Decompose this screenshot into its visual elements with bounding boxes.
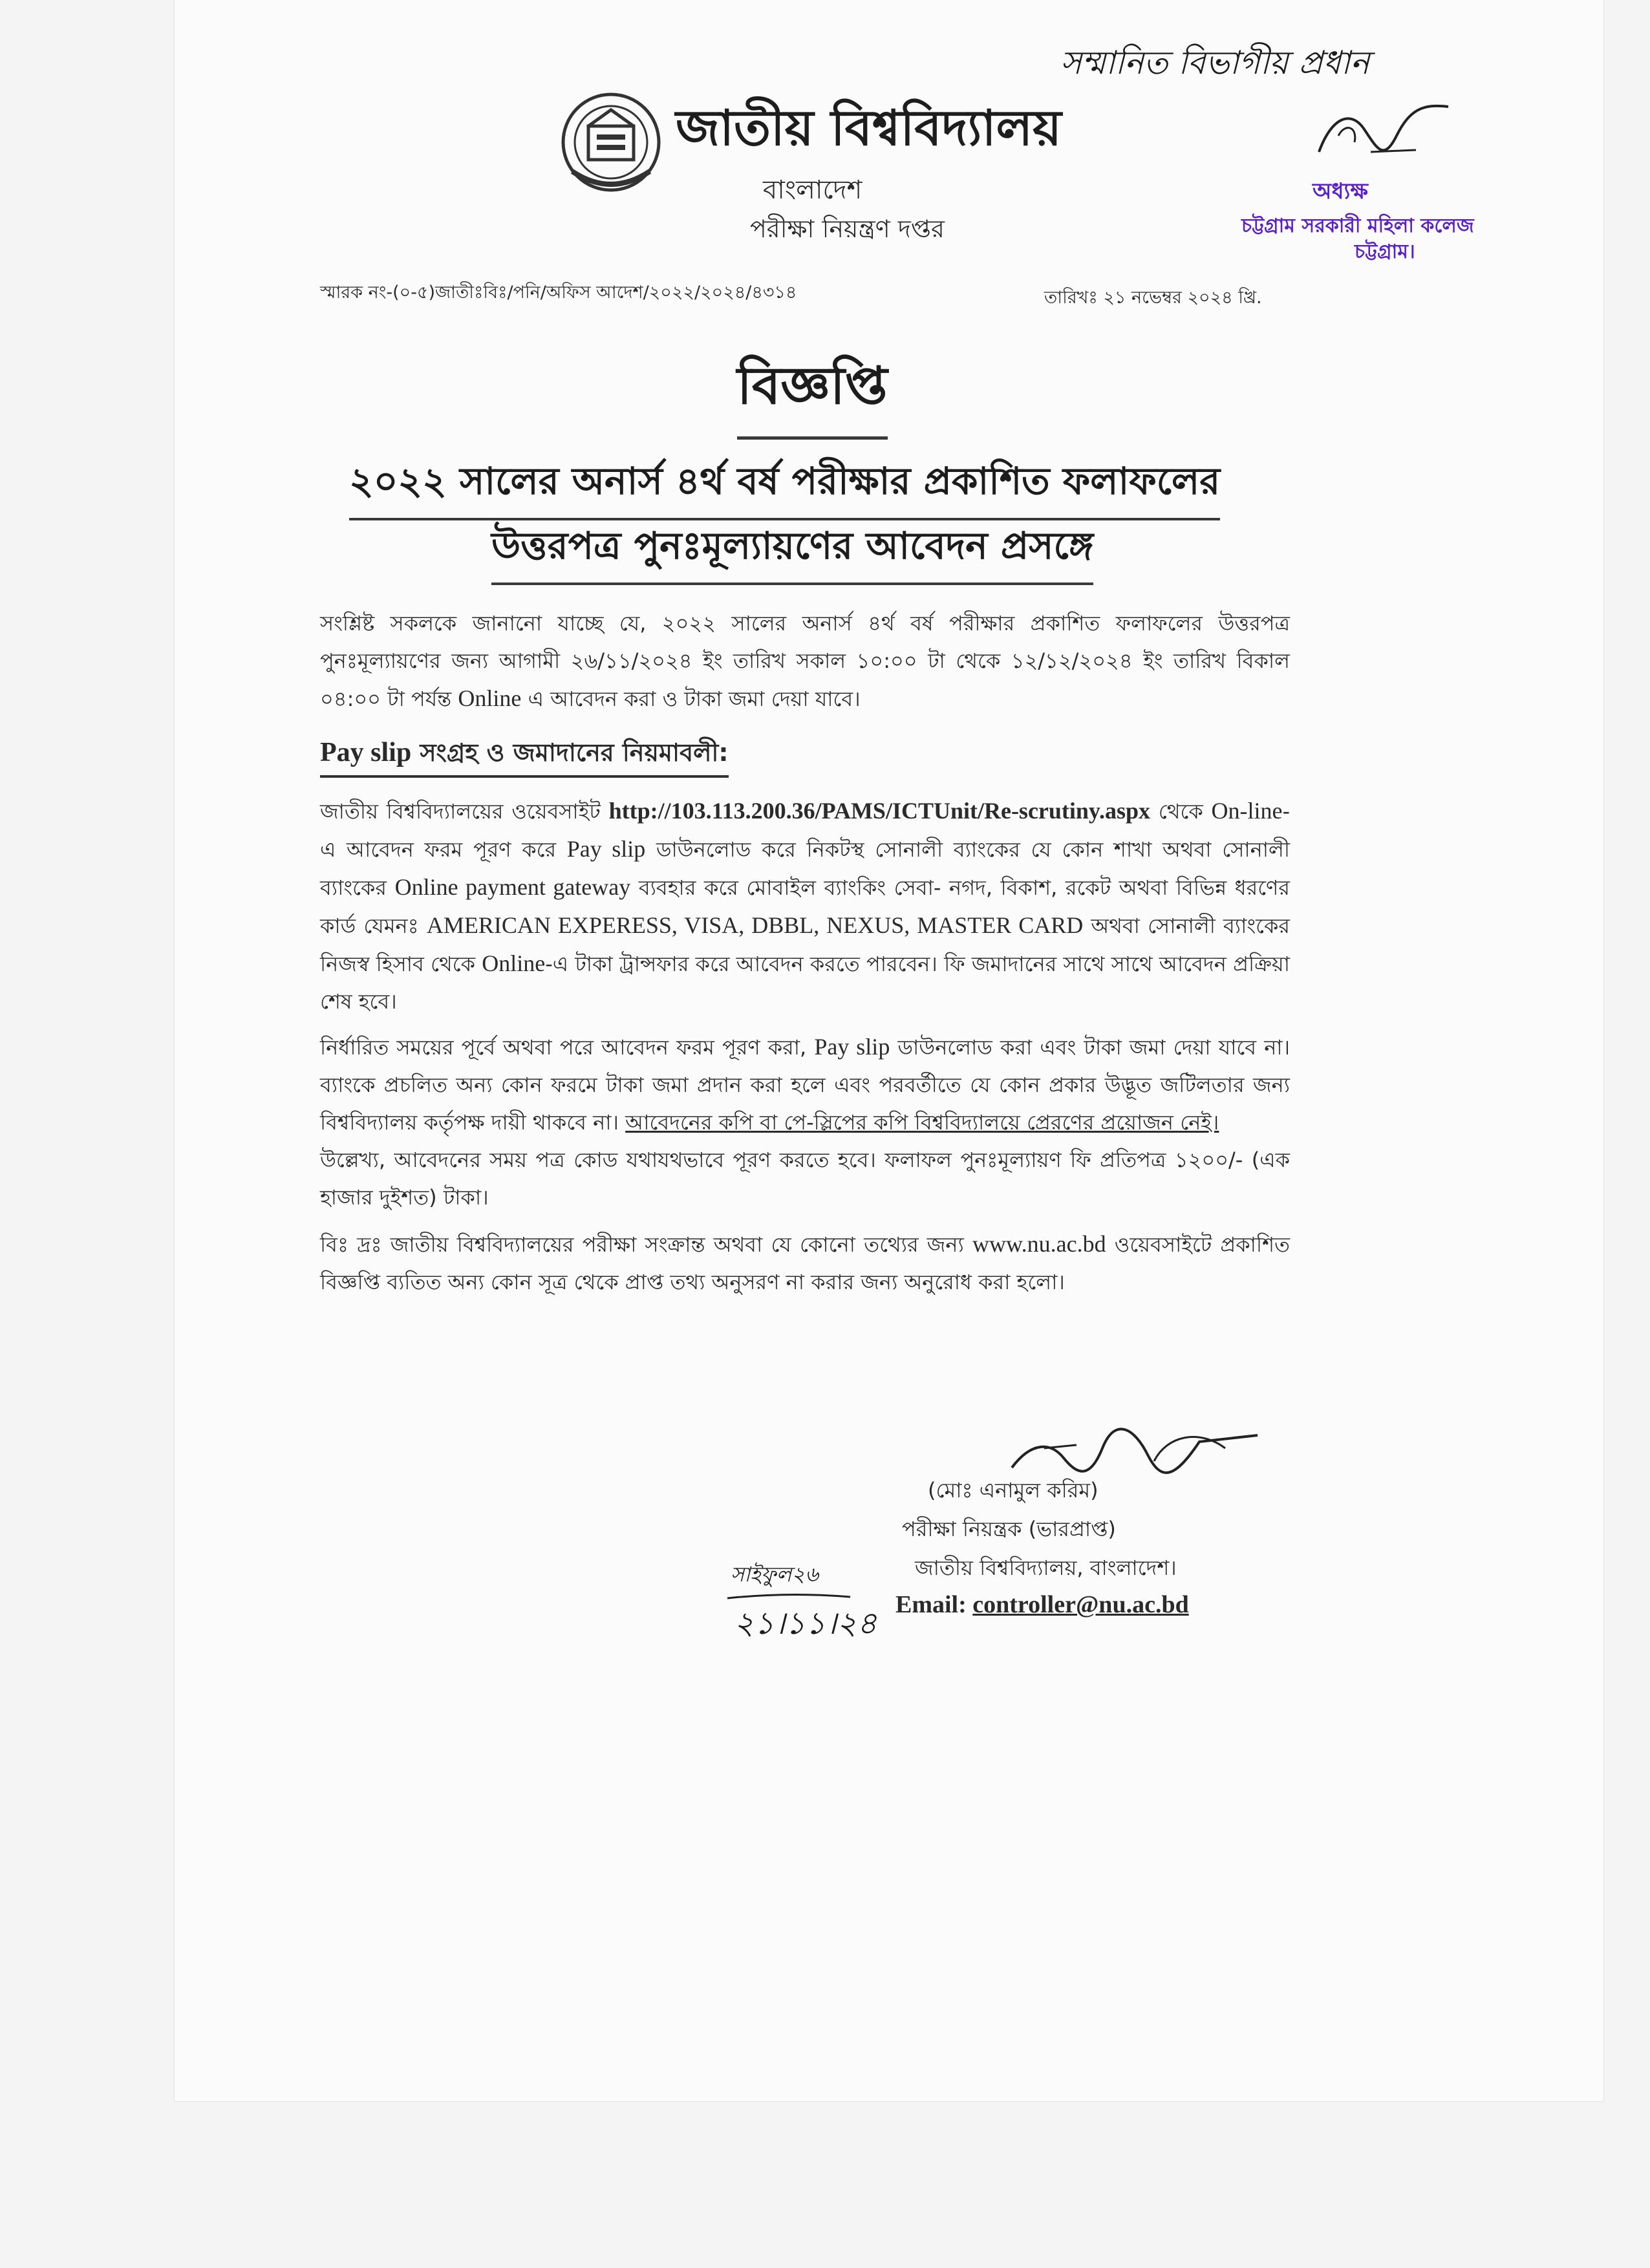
handwritten-date: ২১।১১।২৪ (734, 1605, 877, 1642)
issue-date: তারিখঃ ২১ নভেম্বর ২০২৪ খ্রি. (1044, 288, 1262, 308)
office-name: পরীক্ষা নিয়ন্ত্রণ দপ্তর (750, 215, 945, 243)
memo-number: স্মারক নং-(০-৫)জাতীঃবিঃ/পনি/অফিস আদেশ/২০২২/২০২৪/৪৩১৪ (320, 283, 797, 303)
college-name-stamp: চট্টগ্রাম সরকারী মহিলা কলেজ (1241, 215, 1474, 237)
controller-email-link[interactable]: controller@nu.ac.bd (972, 1591, 1189, 1618)
intro-paragraph: সংশ্লিষ্ট সকলকে জানানো যাচ্ছে যে, ২০২২ সালের অনার্স ৪র্থ বর্ষ পরীক্ষার প্রকাশিত ফলাফলের উত্তরপত্র পুনঃমূল্যায়ণের জন্য আগামী ২৬/১১/২০২৪ ইং তারিখ সকাল ১০:০০ টা থেকে ১২/১২/২০২৪ ইং তারিখ বিকাল ০৪:০০ টা পর্যন্ত Online এ আবেদন করা ও টাকা জমা দেয়া যাবে। (320, 611, 1290, 711)
controller-email-line: Email: controller@nu.ac.bd (895, 1591, 1189, 1618)
university-name: জাতীয় বিশ্ববিদ্যালয় (676, 99, 1062, 156)
payslip-rules-heading: Pay slip সংগ্রহ ও জমাদানের নিয়মাবলী: (320, 734, 729, 778)
deadline-warning-paragraph: নির্ধারিত সময়ের পূর্বে অথবা পরে আবেদন ফরম পূরণ করা, Pay slip ডাউনলোড করা এবং টাকা জমা দেয়া যাবে না। ব্যাংকে প্রচলিত অন্য কোন ফরমে টাকা জমা প্রদান করা হলে এবং পরবর্তীতে যে কোন প্রকার উদ্ভূত জটিলতার জন্য বিশ্ববিদ্যালয় কর্তৃপক্ষ দায়ী থাকবে না। আবেদনের কপি বা পে-স্লিপের কপি বিশ্ববিদ্যালয়ে প্রেরণের প্রয়োজন নেই। (320, 1034, 1291, 1135)
notice-title: বিজ্ঞপ্তি (737, 346, 888, 440)
principal-signature (1293, 91, 1461, 175)
handwritten-initial: সাইফুল২৬ (731, 1562, 819, 1587)
subject-line-2: উত্তরপত্র পুনঃমূল্যায়ণের আবেদন প্রসঙ্গে (491, 517, 1093, 585)
controller-institution: জাতীয় বিশ্ববিদ্যালয়, বাংলাদেশ। (915, 1556, 1177, 1580)
subject-line-1: ২০২২ সালের অনার্স ৪র্থ বর্ষ পরীক্ষার প্রকাশিত ফলাফলের (349, 453, 1220, 520)
handwritten-forward-note: সম্মানিত বিভাগীয় প্রধান (1060, 44, 1370, 81)
fee-paragraph: উল্লেখ্য, আবেদনের সময় পত্র কোড যথাযথভাবে পূরণ করতে হবে। ফলাফল পুনঃমূল্যায়ণ ফি প্রতিপত্র ১২০০/- (এক হাজার দুইশত) টাকা। (320, 1148, 1290, 1210)
controller-designation: পরীক্ষা নিয়ন্ত্রক (ভারপ্রাপ্ত) (902, 1517, 1116, 1541)
controller-name: (মোঃ এনামুল করিম) (928, 1478, 1098, 1503)
college-city-stamp: চট্টগ্রাম। (1355, 241, 1415, 263)
country-name: বাংলাদেশ (763, 175, 862, 205)
rescrutiny-url[interactable]: http://103.113.200.36/PAMS/ICTUnit/Re-scrutiny.aspx (608, 798, 1150, 824)
no-copy-needed-note: আবেদনের কপি বা পে-স্লিপের কপি বিশ্ববিদ্যালয়ে প্রেরণের প্রয়োজন নেই। (625, 1110, 1219, 1135)
university-logo (559, 91, 663, 197)
payslip-instructions-paragraph: জাতীয় বিশ্ববিদ্যালয়ের ওয়েবসাইট http://103.113.200.36/PAMS/ICTUnit/Re-scrutiny.aspx থেকে On-line-এ আবেদন ফরম পূরণ করে Pay slip ডাউনলোড করে নিকটস্থ সোনালী ব্যাংকের যে কোন শাখা অথবা সোনালী ব্যাংকের Online payment gateway ব্যবহার করে মোবাইল ব্যাংকিং সেবা- নগদ, বিকাশ, রকেট অথবা বিভিন্ন ধরণের কার্ড যেমনঃ AMERICAN EXPERESS, VISA, DBBL, NEXUS, MASTER CARD অথবা সোনালী ব্যাংকের নিজস্ব হিসাব থেকে Online-এ টাকা ট্রান্সফার করে আবেদন করতে পারবেন। ফি জমাদানের সাথে সাথে আবেদন প্রক্রিয়া শেষ হবে। (320, 798, 1291, 1014)
principal-title-stamp: অধ্যক্ষ (1312, 178, 1368, 204)
note-paragraph: বিঃ দ্রঃ জাতীয় বিশ্ববিদ্যালয়ের পরীক্ষা সংক্রান্ত অথবা যে কোনো তথ্যের জন্য www.nu.ac.bd ওয়েবসাইটে প্রকাশিত বিজ্ঞপ্তি ব্যতিত অন্য কোন সূত্র থেকে প্রাপ্ত তথ্য অনুসরণ না করার জন্য অনুরোধ করা হলো। (320, 1231, 1291, 1294)
nu-website-link[interactable]: www.nu.ac.bd (972, 1231, 1106, 1257)
